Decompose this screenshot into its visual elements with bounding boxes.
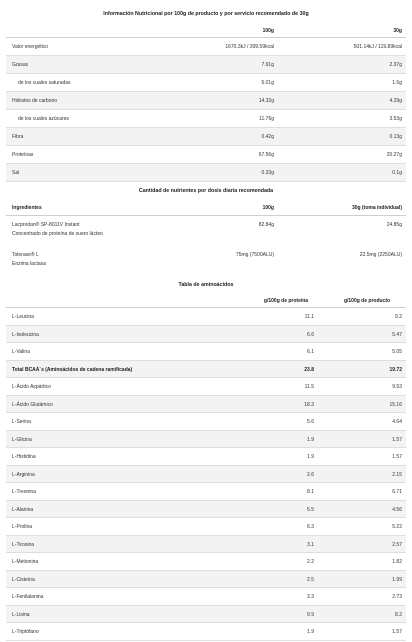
amino-label: L-Tirosina [12,541,35,548]
nutrient-label: Grasas [12,62,29,68]
amino-label: L-Serina [12,419,31,425]
amino-value-product: 1.99 [392,576,402,583]
amino-value-product: 1.57 [392,436,402,443]
amino-value-protein: 23.8 [304,366,314,373]
table-row [6,501,406,519]
amino-value-product: 1.57 [392,454,402,460]
table-row [6,92,406,110]
amino-value-product: 9.2 [395,314,402,320]
amino-value-protein: 18.3 [304,401,314,408]
amino-label: L-Isoleucina [12,331,39,338]
nutrient-value-100g: 5.01g [261,80,274,86]
table-row [6,216,406,244]
table-row [6,483,406,501]
amino-value-product: 2.15 [392,471,402,478]
ingredient-value-100g: 75mg (7500ALU) [235,252,274,258]
amino-value-product: 5.47 [392,331,402,338]
ingredient-name: Lacprodan® SP-8011V Instant [12,222,80,228]
amino-value-product: 6.71 [392,489,402,495]
nutrition-header-30g: 30g [393,28,402,34]
amino-value-protein: 11.5 [304,384,314,390]
table-row [6,128,406,146]
amino-label: L-Valina [12,349,30,355]
amino-value-protein: 3.3 [307,594,314,600]
amino-header-product: g/100g de producto [343,298,391,304]
table-row [6,361,406,379]
amino-value-product: 5.05 [392,349,402,355]
daily-header-ingredients: Ingredientes [12,205,42,211]
amino-value-protein: 3.1 [307,541,314,548]
nutrient-value-100g: 0.42g [261,134,274,140]
nutrient-label: Hidratos de carbono [12,98,58,104]
nutrient-value-30g: 2.37g [389,62,402,68]
table-row [6,110,406,128]
amino-value-protein: 6.1 [307,349,314,355]
table-row [6,448,406,466]
daily-header-100g: 100g [262,205,274,211]
table-row [6,378,406,396]
nutrient-value-30g: 20.27g [386,152,402,158]
table-row [6,244,406,272]
nutrition-header-100g: 100g [262,28,274,34]
amino-value-protein: 1.9 [307,454,314,460]
nutrient-value-100g: 1670.3kJ / 399.59kcal [225,44,274,50]
amino-label: L-Fenilalanina [12,594,44,600]
table-row [6,431,406,449]
amino-value-product: 15.16 [389,401,402,408]
amino-value-protein: 6.6 [307,331,314,338]
amino-label: L-Leucina [12,314,34,320]
amino-value-protein: 2.6 [307,471,314,478]
nutrient-label: Valor energético [12,44,49,50]
amino-value-product: 2.73 [392,594,402,600]
nutrient-label: Proteínas [12,152,34,158]
nutrient-value-30g: 4.29g [389,98,402,104]
amino-value-protein: 11.1 [304,314,314,320]
nutrient-value-30g: 3.53g [389,116,402,122]
table-row [6,413,406,431]
amino-table-header [6,294,406,308]
ingredient-name: Tolerase® L [12,252,39,258]
amino-value-protein: 2.2 [307,559,314,565]
amino-value-product: 5.22 [392,524,402,530]
amino-label: L-Triptófano [12,629,39,635]
nutrient-value-100g: 7.91g [261,62,274,68]
amino-label: L-Metionina [12,559,39,565]
table-row [6,396,406,414]
amino-value-product: 2.57 [392,541,402,548]
amino-label: L-Cisteína [12,576,35,583]
amino-value-protein: 9.9 [307,611,314,618]
amino-value-product: 4.64 [392,419,402,425]
amino-label: L-Glicina [12,436,32,443]
nutrient-label: de los cuales saturadas [18,80,71,86]
nutrient-value-30g: 501.14kJ / 119.89kcal [353,44,402,50]
nutrient-value-30g: 1.5g [392,80,402,86]
nutrient-label: de los cuales azúcares [18,116,69,122]
table-row [6,553,406,571]
amino-value-protein: 1.9 [307,436,314,443]
amino-label: L-Alanina [12,506,34,513]
nutrient-value-100g: 0.33g [261,170,274,176]
table-row [6,146,406,164]
amino-label: L-Prolina [12,524,33,530]
nutrient-value-30g: 0.13g [389,134,402,140]
amino-value-product: 1.57 [392,629,402,635]
amino-value-protein: 5.6 [307,419,314,425]
ingredient-label [12,222,103,237]
ingredient-value-30g: 24.85g [386,222,402,228]
amino-value-protein: 8.1 [307,489,314,495]
table-row [6,38,406,56]
nutrient-value-100g: 11.76g [259,116,274,122]
amino-table-caption: Tabla de aminoácidos [178,282,234,288]
nutrient-label: Fibra [12,134,24,140]
table-row [6,326,406,344]
ingredient-label [12,252,46,267]
nutrient-value-100g: 14.32g [258,98,274,104]
ingredient-value-100g: 82.84g [258,222,274,228]
amino-label: L-Ácido Glutámico [12,401,53,408]
daily-dose-caption: Cantidad de nutrientes por dosis diaria recomendada [138,188,274,194]
table-row [6,606,406,624]
amino-label: L-Arginina [12,471,35,478]
amino-value-protein: 2.5 [307,576,314,583]
table-row [6,623,406,641]
amino-value-product: 19.72 [389,366,402,373]
amino-value-product: 1.82 [392,559,402,565]
table-row [6,518,406,536]
ingredient-description: Enzima lactasa [12,261,46,267]
daily-header-30g: 30g (toma individual) [351,205,402,211]
table-row [6,466,406,484]
amino-label: L-Histidina [12,454,36,460]
table-row [6,308,406,326]
table-row [6,56,406,74]
amino-value-protein: 6.3 [307,524,314,530]
table-row [6,588,406,606]
ingredient-description: Concentrado de proteína de suero lácteo [12,231,103,237]
ingredient-value-30g: 22.5mg (2250ALU) [359,252,402,258]
table-row [6,571,406,589]
amino-label: Total BCAA´s (Aminoácidos de cadena ramificada) [12,366,133,373]
nutrient-label: Sal [12,170,20,176]
amino-header-protein: g/100g de proteína [263,298,309,304]
amino-label: L-Treonina [12,489,36,495]
table-row [6,74,406,92]
amino-label: L-Ácido Aspártico [12,384,51,390]
nutrition-table-caption: Información Nutricional por 100g de producto y por servicio recomendado de 30g [103,11,309,17]
amino-value-product: 9.53 [392,384,402,390]
amino-value-protein: 1.9 [307,629,314,635]
table-row [6,343,406,361]
amino-value-product: 8.2 [395,611,402,618]
table-row [6,536,406,554]
amino-value-protein: 5.5 [307,506,314,513]
nutrient-value-30g: 0.1g [392,170,402,176]
table-row [6,164,406,182]
nutrient-value-100g: 67.56g [258,152,274,158]
nutrition-table-header [6,24,406,38]
amino-value-product: 4.56 [392,506,402,513]
amino-label: L-Lisina [12,611,30,618]
daily-dose-header [6,200,406,216]
